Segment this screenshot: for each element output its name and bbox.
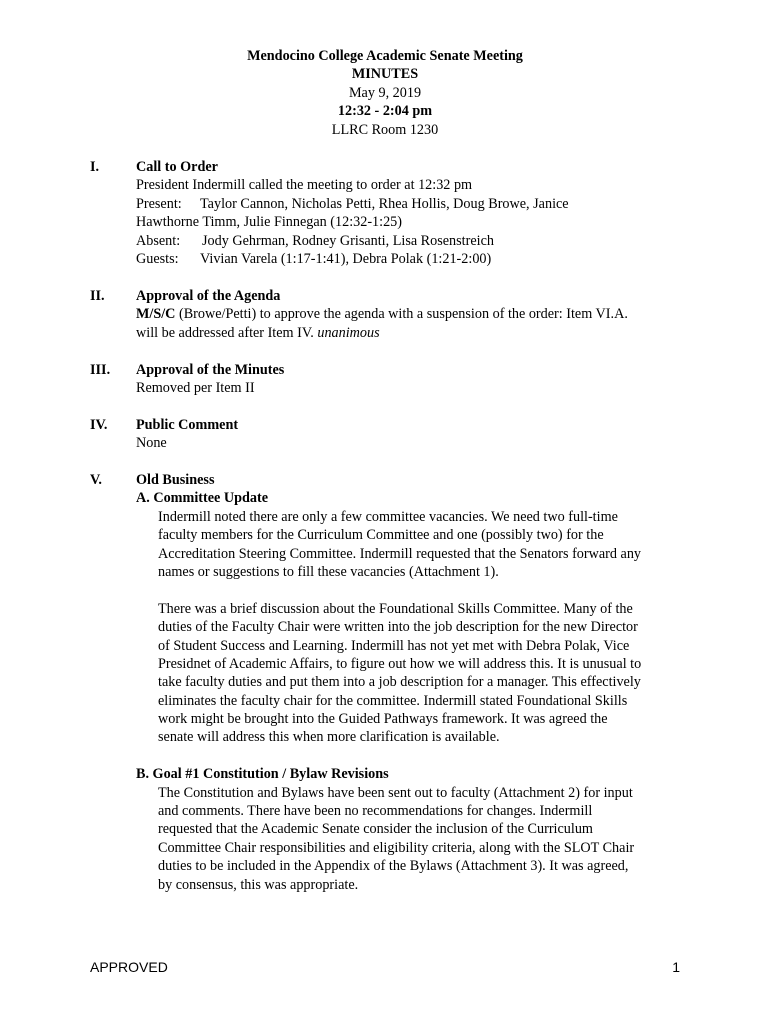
- absent-line: [136, 232, 696, 250]
- section-title: Call to Order: [136, 159, 218, 175]
- bylaws-paragraph-1: [158, 784, 696, 894]
- text-line: There was a brief discussion about the Foundational Skills Committee. Many of the: [158, 600, 633, 617]
- text-line: senate will address this when more clarification is available.: [158, 729, 500, 746]
- meeting-time: 12:32 - 2:04 pm: [337, 103, 433, 120]
- text-line: Indermill noted there are only a few committee vacancies. We need two full-time: [158, 508, 618, 525]
- section-number: I.: [90, 159, 100, 175]
- agenda-motion-line: [136, 305, 696, 323]
- text-line: Presidnet of Academic Affairs, to figure out how we will address this. It is unusual to: [158, 655, 642, 672]
- meeting-room: LLRC Room 1230: [331, 121, 439, 138]
- document-header: [0, 47, 770, 139]
- text-line: names or suggestions to fill these vacancies (Attachment 1).: [158, 563, 499, 580]
- text-line: by consensus, this was appropriate.: [158, 876, 359, 893]
- present-names: Taylor Cannon, Nicholas Petti, Rhea Hollis, Doug Browe, Janice: [200, 195, 569, 212]
- guests-line: [136, 250, 696, 268]
- msc-label: M/S/C: [136, 306, 176, 323]
- committee-update-paragraph-1: [158, 508, 696, 582]
- text-line: faculty members for the Curriculum Committee and one (possibly two) for the: [158, 527, 604, 544]
- text-line: Committee Chair responsibilities and eligibility criteria, along with the SLOT Chair: [158, 839, 635, 856]
- approval-status: APPROVED: [90, 959, 168, 975]
- section-title: Public Comment: [136, 417, 239, 433]
- public-comment-text: None: [136, 435, 167, 452]
- text-line: Accreditation Steering Committee. Indermill requested that the Senators forward any: [158, 545, 642, 562]
- text-line: of Student Success and Learning. Indermill has not yet met with Debra Polak, Vice: [158, 637, 630, 654]
- page-number: 1: [672, 959, 680, 975]
- present-label: Present:: [136, 195, 182, 212]
- subsection-title: A. Committee Update: [136, 490, 268, 507]
- present-line: [136, 195, 696, 213]
- text-line: The Constitution and Bylaws have been sent out to faculty (Attachment 2) for input: [158, 784, 633, 801]
- subsection-constitution-bylaws: [136, 765, 696, 894]
- text-line: eliminates the faculty chair for the committee. Indermill stated Foundational Skills: [158, 692, 628, 709]
- meeting-date: May 9, 2019: [348, 84, 422, 101]
- agenda-motion-text-2: will be addressed after Item IV.: [136, 324, 318, 341]
- section-number: III.: [90, 362, 111, 378]
- present-names-continued: Hawthorne Timm, Julie Finnegan (12:32-1:25): [136, 214, 403, 231]
- subsection-title: B. Goal #1 Constitution / Bylaw Revisions: [136, 766, 389, 783]
- text-line: duties to be included in the Appendix of the Bylaws (Attachment 3). It was agreed,: [158, 858, 629, 875]
- document-title: Mendocino College Academic Senate Meeting: [247, 48, 523, 64]
- subsection-committee-update: [136, 489, 696, 746]
- guests-label: Guests:: [136, 250, 179, 267]
- text-line: requested that the Academic Senate consider the inclusion of the Curriculum: [158, 821, 593, 838]
- text-line: duties of the Faculty Chair were written into the job description for the new Director: [158, 619, 638, 636]
- text-line: take faculty duties and put them into a job description for a manager. This effectively: [158, 674, 641, 691]
- minutes-text: Removed per Item II: [136, 380, 255, 397]
- section-title: Approval of the Agenda: [136, 288, 281, 304]
- vote-result: unanimous: [317, 324, 380, 341]
- absent-label: Absent:: [136, 232, 181, 249]
- section-number: IV.: [90, 417, 108, 433]
- section-title: Old Business: [136, 472, 215, 488]
- absent-names: Jody Gehrman, Rodney Grisanti, Lisa Rosenstreich: [202, 232, 494, 249]
- document-subtitle: MINUTES: [351, 66, 419, 83]
- call-to-order-text: President Indermill called the meeting to order at 12:32 pm: [136, 177, 473, 194]
- guests-names: Vivian Varela (1:17-1:41), Debra Polak (1:21-2:00): [200, 250, 492, 267]
- text-line: work might be brought into the Guided Pathways framework. It was agreed the: [158, 711, 608, 728]
- section-title: Approval of the Minutes: [136, 362, 285, 378]
- section-number: V.: [90, 472, 102, 488]
- agenda-motion-line-2: [136, 324, 696, 342]
- committee-update-paragraph-2: [158, 600, 696, 747]
- section-number: II.: [90, 288, 105, 304]
- text-line: and comments. There have been no recommendations for changes. Indermill: [158, 803, 593, 820]
- agenda-motion-text: (Browe/Petti) to approve the agenda with a suspension of the order: Item VI.A.: [175, 306, 628, 323]
